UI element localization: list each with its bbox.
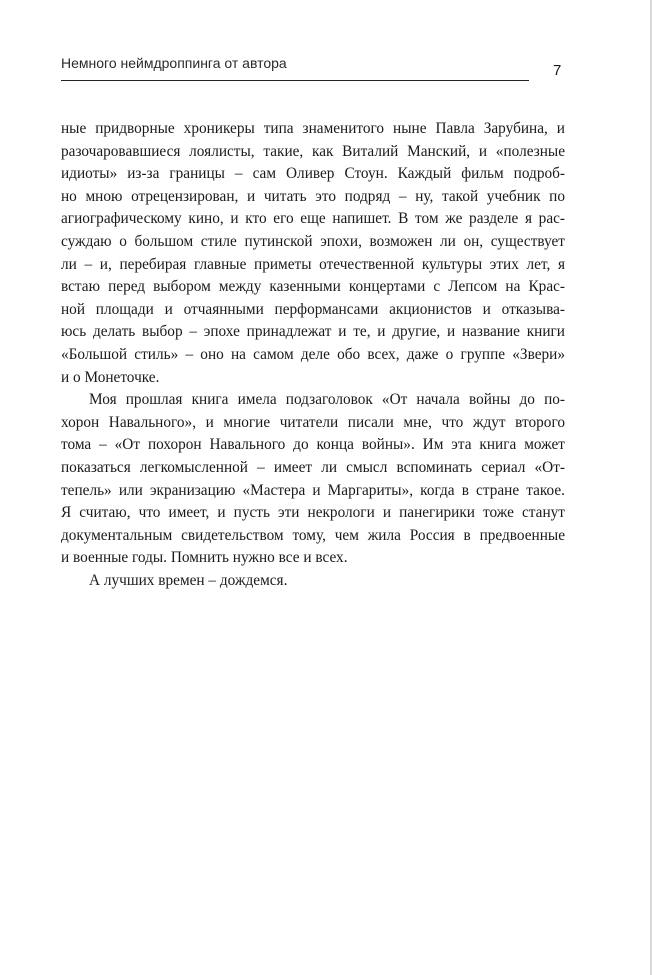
paragraph [61, 389, 565, 570]
running-header [61, 52, 529, 81]
text-line: разочаровавшиеся лоялисты, такие, как Виталий Манский, и «полезные [61, 142, 565, 160]
text-line: документальным свидетельством тому, чем жила Россия в предвоенные [61, 526, 565, 544]
text-line: но мною отрецензирован, и читать это подряд – ну, такой учебник по [61, 187, 565, 205]
text-line: ные придворные хроникеры типа знаменитого ныне Павла Зарубина, и [61, 120, 565, 137]
body-text [61, 118, 565, 592]
text-line: Моя прошлая книга имела подзаголовок «От начала войны до по- [89, 391, 565, 409]
text-line: Я считаю, что имеет, и пусть эти некрологи и панегирики тоже станут [61, 504, 565, 522]
text-line: тома – «От похорон Навального до конца войны». Им эта книга может [61, 436, 565, 454]
text-line: ной площади и отчаянными перформансами акционистов и отказыва- [61, 300, 565, 318]
page-number: 7 [553, 62, 562, 79]
running-title: Немного неймдроппинга от автора [61, 55, 287, 71]
text-line: ли – и, перебирая главные приметы отечественной культуры этих лет, я [61, 255, 565, 273]
text-line: «Большой стиль» – оно на самом деле обо всех, даже о группе «Звери» [61, 345, 565, 363]
paragraph [61, 570, 565, 593]
text-line: и о Монеточке. [61, 368, 160, 386]
text-line: суждаю о большом стиле путинской эпохи, возможен ли он, существует [61, 232, 565, 250]
text-line: юсь делать выбор – эпохе принадлежат и те, и другие, и название книги [61, 323, 565, 341]
text-line: тепель» или экранизацию «Мастера и Маргариты», когда в стране такое. [61, 481, 565, 499]
text-line: хорон Навального», и многие читатели писали мне, что ждут второго [61, 413, 565, 431]
text-line: встаю перед выбором между казенными концертами с Лепсом на Крас- [61, 278, 565, 296]
text-line: показаться легкомысленной – имеет ли смысл вспоминать сериал «От- [61, 458, 565, 476]
paragraph [61, 118, 565, 389]
text-line: агиографическому кино, и кто его еще напишет. В том же разделе я рас- [61, 210, 565, 228]
text-line: А лучших времен – дождемся. [89, 571, 288, 589]
text-line: и военные годы. Помнить нужно все и всех. [61, 549, 348, 567]
text-line: идиоты» из-за границы – сам Оливер Стоун. Каждый фильм подроб- [61, 165, 565, 183]
